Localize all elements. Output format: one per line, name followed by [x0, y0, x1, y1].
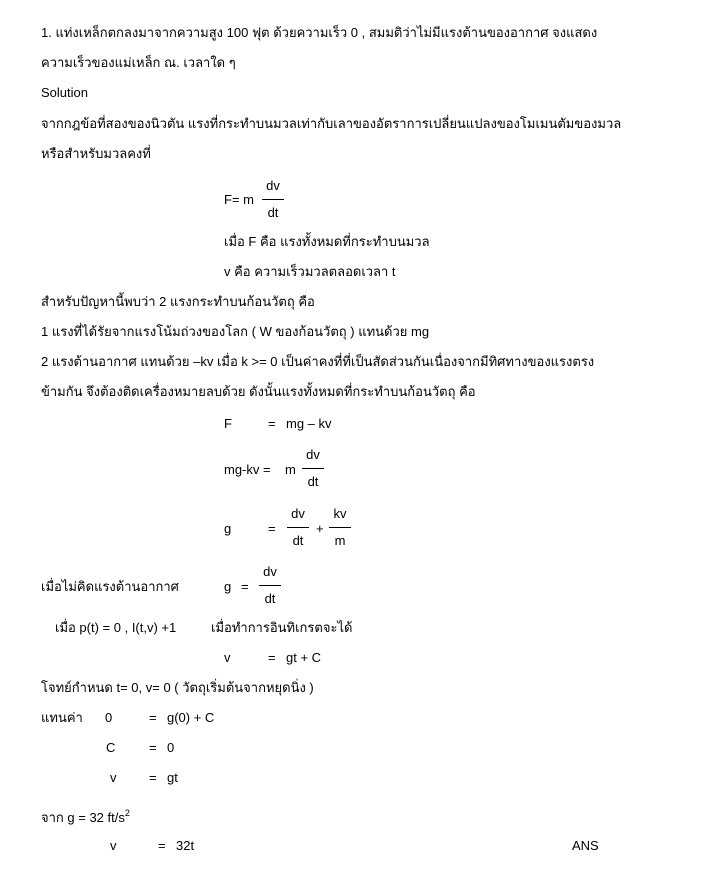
eq-g-numerator-1: dv	[291, 506, 305, 521]
g-value-text: จาก g = 32 ft/s	[41, 810, 125, 825]
eq-g-equals: =	[268, 521, 276, 536]
solution-label: Solution	[41, 85, 88, 100]
integrate-text: เมื่อทำการอินทิเกรตจะได้	[211, 620, 353, 635]
eqF-rhs: mg – kv	[286, 416, 332, 431]
fraction-bar	[262, 199, 284, 200]
subst-row2-rhs: 0	[167, 740, 175, 755]
fraction-bar	[329, 527, 351, 528]
no-drag-denominator: dt	[264, 591, 276, 606]
eq-mgkv-fraction	[302, 447, 324, 490]
no-drag-fraction	[259, 564, 281, 607]
eq-v-equals: =	[268, 650, 276, 665]
subst-row1-rhs: g(0) + C	[167, 710, 215, 725]
eq1-fraction	[262, 178, 284, 221]
eqF-equals: =	[268, 416, 276, 431]
eqF-lhs: F	[224, 416, 232, 431]
given-conditions: โจทย์กำหนด t= 0, v= 0 ( วัตถุเริ่มต้นจากหยุดนิ่ง )	[41, 680, 314, 695]
eq-g-denominator-2: m	[334, 533, 346, 548]
final-equals: =	[158, 838, 166, 853]
subst-row2-equals: =	[149, 740, 157, 755]
no-drag-lhs: g	[224, 579, 232, 594]
eq-g-numerator-2: kv	[333, 506, 347, 521]
intro-line-1: จากกฎข้อที่สองของนิวตัน แรงที่กระทำบนมวลเท่ากับเลาของอัตราการเปลี่ยนแปลงของโมเมนตัมของมวล	[41, 116, 622, 131]
eq-mgkv-m: m	[285, 462, 296, 477]
no-drag-equals: =	[241, 579, 249, 594]
eq-g-lhs: g	[224, 521, 232, 536]
subst-label: แทนค่า	[41, 710, 83, 725]
eq-g-denominator-1: dt	[292, 533, 304, 548]
eq1-lhs: F= m	[224, 192, 254, 207]
g-value	[41, 805, 130, 826]
eq1-numerator: dv	[266, 178, 280, 193]
eq-g-fraction-1	[287, 506, 309, 549]
subst-row3-lhs: v	[110, 770, 117, 785]
final-lhs: v	[110, 838, 117, 853]
final-rhs: 32t	[176, 838, 195, 853]
subst-row1-lhs: 0	[105, 710, 113, 725]
force-item-2-cont: ข้ามกัน จึงต้องติดเครื่องหมายลบด้วย ดังนั้นแรงทั้งหมดที่กระทำบนก้อนวัตถุ คือ	[41, 384, 476, 399]
eq-mgkv-denominator: dt	[307, 474, 319, 489]
definition-v: v คือ ความเร็วมวลตลอดเวลา t	[224, 264, 396, 279]
eq-v-lhs: v	[224, 650, 231, 665]
fraction-bar	[302, 468, 324, 469]
eq-mgkv-numerator: dv	[306, 447, 320, 462]
fraction-bar	[259, 585, 281, 586]
eq-v-rhs: gt + C	[286, 650, 322, 665]
force-item-2: 2 แรงต้านอากาศ แทนด้วย –kv เมื่อ k >= 0 เป็นค่าคงที่ที่เป็นสัดส่วนกันเนื่องจากมีทิศทางของแรงตรง	[41, 354, 595, 369]
subst-row3-rhs: gt	[167, 770, 178, 785]
problem-line-2: ความเร็วของแม่เหล็ก ณ. เวลาใด ๆ	[41, 55, 236, 70]
subst-row3-equals: =	[149, 770, 157, 785]
answer-marker: ANS	[572, 838, 599, 853]
problem-line-1: 1. แท่งเหล็กตกลงมาจากความสูง 100 ฟุต ด้วยความเร็ว 0 , สมมติว่าไม่มีแรงต้านของอากาศ จงแสดง	[41, 25, 598, 40]
eq-g-fraction-2	[329, 506, 351, 549]
eq-mgkv-lhs: mg-kv =	[224, 462, 271, 477]
intro-line-2: หรือสำหรับมวลคงที่	[41, 146, 151, 161]
forces-intro: สำหรับปัญหานี้พบว่า 2 แรงกระทำบนก้อนวัตถุ คือ	[41, 294, 315, 309]
integrate-condition: เมื่อ p(t) = 0 , I(t,v) +1	[55, 620, 177, 635]
no-drag-numerator: dv	[263, 564, 277, 579]
subst-row1-equals: =	[149, 710, 157, 725]
no-drag-label: เมื่อไม่คิดแรงต้านอากาศ	[41, 579, 179, 594]
eq1-denominator: dt	[267, 205, 279, 220]
definition-F: เมื่อ F คือ แรงทั้งหมดที่กระทำบนมวล	[224, 234, 430, 249]
eq-g-plus: +	[316, 521, 324, 536]
fraction-bar	[287, 527, 309, 528]
subst-row2-lhs: C	[106, 740, 116, 755]
g-value-exponent: 2	[124, 808, 130, 818]
force-item-1: 1 แรงที่ได้รัยจากแรงโน้มถ่วงของโลก ( W ของก้อนวัตถุ ) แทนด้วย mg	[41, 324, 430, 339]
